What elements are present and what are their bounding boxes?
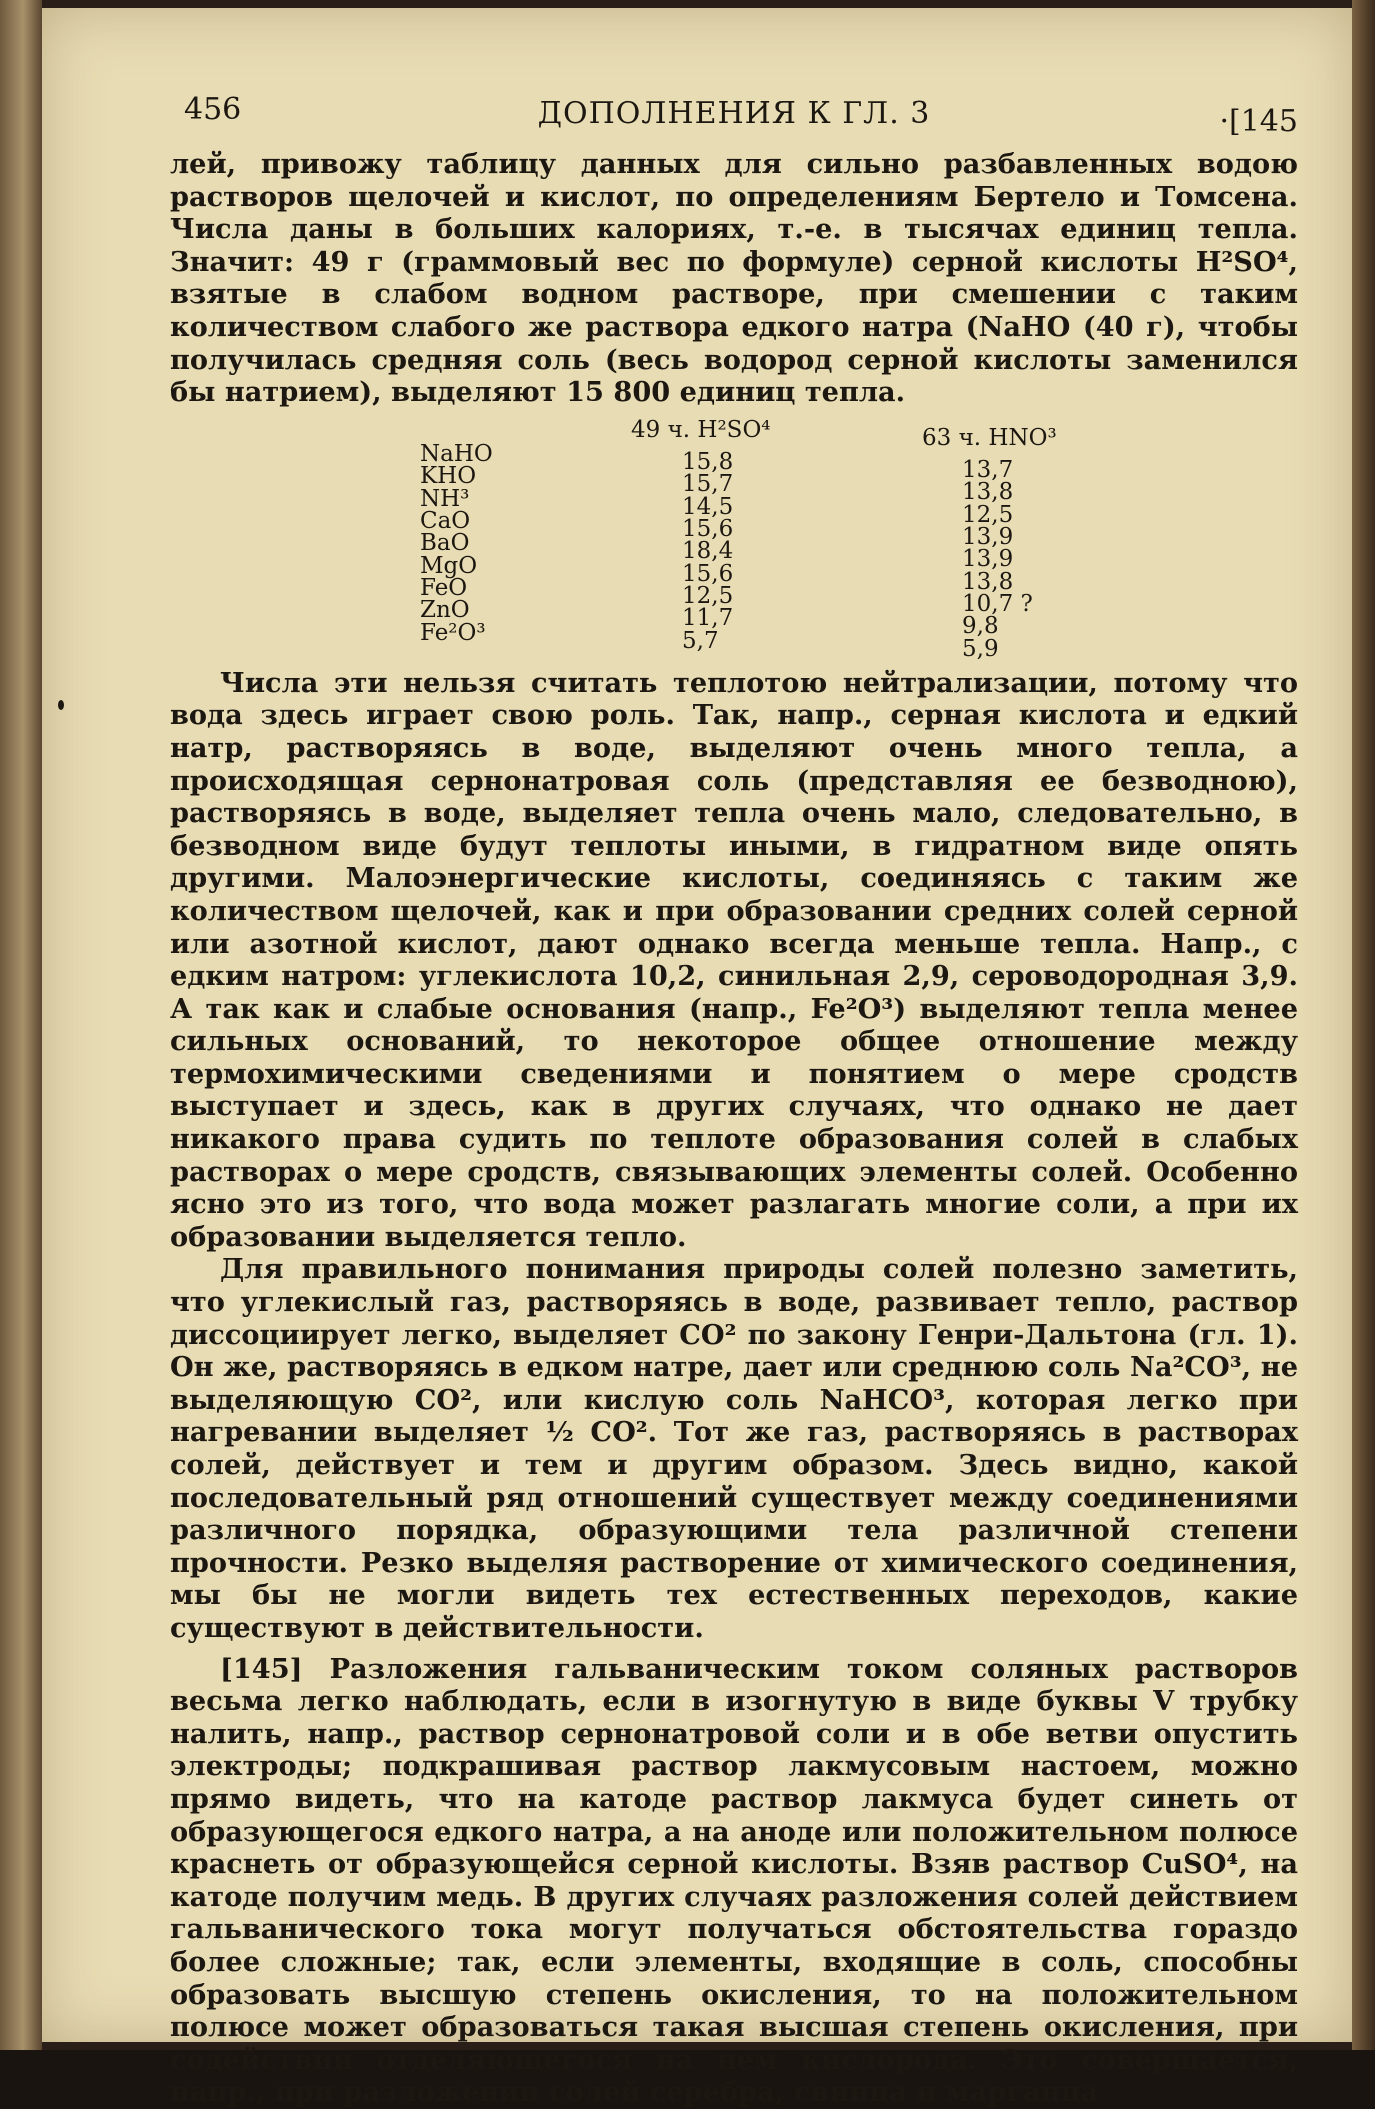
table-cell: 15,8 bbox=[682, 448, 734, 475]
table-cell: Fe²O³ bbox=[420, 619, 486, 646]
table-cell: 12,5 bbox=[962, 501, 1014, 528]
table-column-h2so4 bbox=[682, 448, 734, 654]
table-cell: 15,6 bbox=[682, 560, 734, 587]
paragraph-3: Для правильного понимания природы солей полезно заметить, что углекислый газ, растворяясь в воде, развивает тепло, раствор диссоциирует легко, выделяет CO² по закону Генри-Дальтона (гл. 1). Он же, растворяясь в едком натре, дает или среднюю соль Na²CO³, не выделяющую CO², или кислую соль NaHCO³, которая легко при нагревании выделяет ½ CO². Тот же газ, растворяясь в растворах солей, действует и тем и другим образом. Здесь видно, какой последовательный ряд отношений существует между соединениями различного порядка, образующими тела различной степени прочности. Резко выделяя растворение от химического соединения, мы бы не могли видеть тех естественных переходов, какие существуют в действительности. bbox=[170, 1253, 1298, 1644]
margin-mark bbox=[58, 700, 64, 710]
table-cell: MgO bbox=[420, 552, 478, 579]
table-cell: KHO bbox=[420, 463, 477, 490]
table-cell: NH³ bbox=[420, 485, 470, 512]
paragraph-4: [145] Разложения гальваническим током соляных растворов весьма легко наблюдать, если в изогнутую в виде буквы V трубку налить, напр., раствор сернонатровой соли и в обе ветви опустить электроды; подкрашивая раствор лакмусовым настоем, можно прямо видеть, что на катоде раствор лакмуса будет синеть от образующегося едкого натра, а на аноде или положительном полюсе краснеть от образующейся серной кислоты. Взяв раствор CuSO⁴, на катоде получим медь. В других случаях разложения солей действием гальванического тока могут получаться обстоятельства гораздо более сложные; так, если элементы, входящие в соль, способны образовать высшую степень окисления, то на положительном полюсе может образоваться такая высшая степень окисления, при содействии отделяющегося на нем кислорода. Это совершается, напр., при разложении солей серебра, свинца и марганца bbox=[170, 1652, 1298, 2109]
table-cell: 13,9 bbox=[962, 523, 1014, 550]
page-number: 456 bbox=[184, 92, 242, 127]
table-cell: 5,9 bbox=[962, 635, 999, 662]
page-content bbox=[170, 92, 1298, 2109]
paragraph-1: лей, привожу таблицу данных для сильно разбавленных водою растворов щелочей и кислот, по определениям Бертело и Томсена. Числа даны в больших калориях, т.-е. в тысячах единиц тепла. Значит: 49 г (граммовый вес по формуле) серной кислоты H²SO⁴, взятые в слабом водном растворе, при смешении с таким количеством слабого же раствора едкого натра (NaHO (40 г), чтобы получилась средняя соль (весь водород серной кислоты заменился бы натрием), выделяют 15 800 единиц тепла. bbox=[170, 148, 1298, 409]
table-cell: 15,7 bbox=[682, 471, 734, 498]
table-cell: BaO bbox=[420, 530, 470, 557]
table-cell: 13,9 bbox=[962, 546, 1014, 573]
table-cell: 18,4 bbox=[682, 538, 734, 565]
table-cell: 9,8 bbox=[962, 613, 999, 640]
table-column-hno3 bbox=[962, 456, 1033, 662]
running-header bbox=[170, 92, 1298, 148]
table-cell: ZnO bbox=[420, 597, 470, 624]
table-cell: 12,5 bbox=[682, 583, 734, 610]
table-cell: CaO bbox=[420, 507, 471, 534]
table-header-hno3: 63 ч. HNO³ bbox=[922, 424, 1057, 451]
table-cell: 10,7 ? bbox=[962, 591, 1033, 618]
table-cell: 13,8 bbox=[962, 568, 1014, 595]
table-cell: 13,7 bbox=[962, 456, 1014, 483]
previous-page-edge bbox=[0, 0, 42, 2050]
running-title: ДОПОЛНЕНИЯ К ГЛ. 3 bbox=[537, 96, 931, 131]
heat-table bbox=[170, 416, 1298, 662]
table-cell: 13,8 bbox=[962, 479, 1014, 506]
table-cell: FeO bbox=[420, 575, 468, 602]
table-header-h2so4: 49 ч. H²SO⁴ bbox=[631, 416, 771, 443]
paragraph-2: Числа эти нельзя считать теплотою нейтрализации, потому что вода здесь играет свою роль. Так, напр., серная кислота и едкий натр, растворяясь в воде, выделяют очень много тепла, а происходящая сернонатровая соль (представляя ее безводною), растворяясь в воде, выделяет тепла очень мало, следовательно, в безводном виде будут теплоты иными, в гидратном виде опять другими. Малоэнергические кислоты, соединяясь с таким же количеством щелочей, как и при образовании средних солей серной или азотной кислот, дают однако всегда меньше тепла. Напр., с едким натром: углекислота 10,2, синильная 2,9, сероводородная 3,9. А так как и слабые основания (напр., Fe²O³) выделяют тепла менее сильных оснований, то некоторое общее отношение между термохимическими сведениями и понятием о мере сродств выступает и здесь, как в других случаях, что однако не дает никакого права судить по теплоте образования солей в слабых растворах о мере сродств, связывающих элементы солей. Особенно ясно это из того, что вода может разлагать многие соли, а при их образовании выделяется тепло. bbox=[170, 666, 1298, 1253]
table-cell: 11,7 bbox=[682, 605, 734, 632]
page-right-edge bbox=[1352, 0, 1375, 2050]
table-column-bases bbox=[420, 440, 493, 646]
table-cell: 14,5 bbox=[682, 493, 734, 520]
note-reference: ·[145 bbox=[1219, 104, 1298, 139]
table-cell: 15,6 bbox=[682, 515, 734, 542]
table-cell: NaHO bbox=[420, 440, 493, 467]
table-cell: 5,7 bbox=[682, 627, 719, 654]
